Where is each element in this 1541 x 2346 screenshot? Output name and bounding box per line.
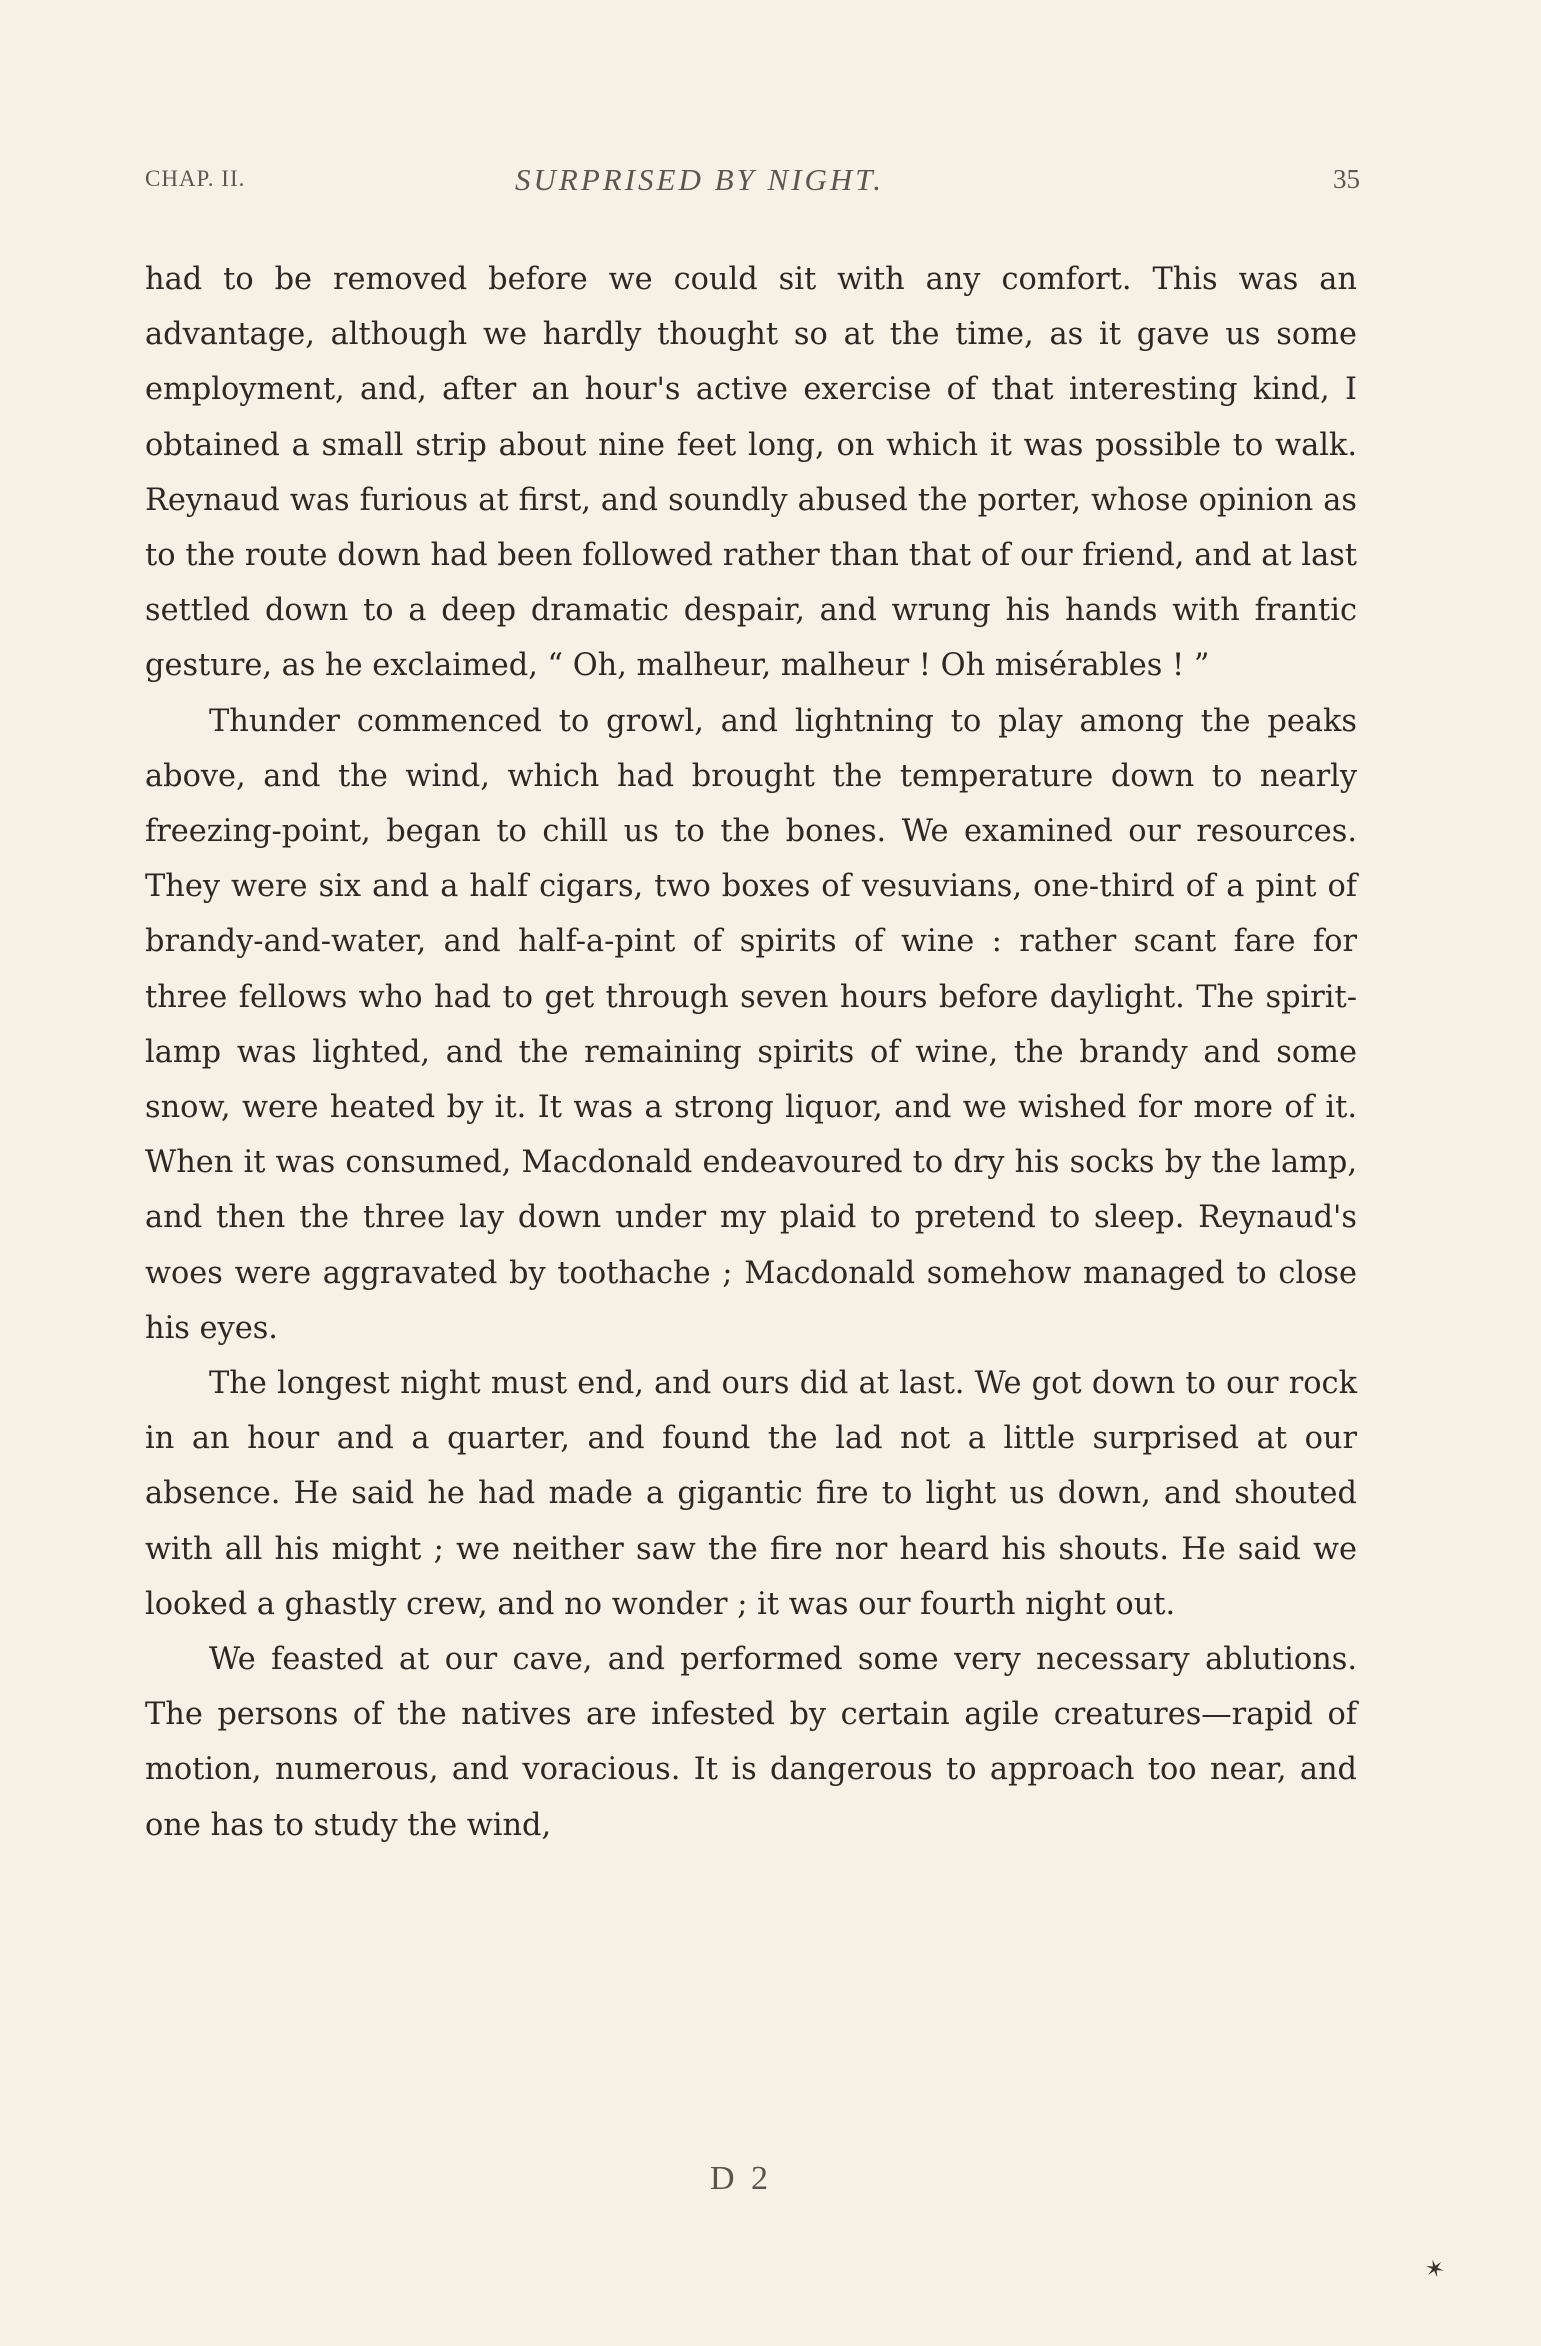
- paragraph-3: The longest night must end, and ours did at last. We got down to our rock in an hour and a quarter, and found the lad not a little surprised at our absence. He said he had made a gigantic fire to light us down, and shouted with all his might ; we neither saw the fire nor heard his shouts. He said we looked a ghastly crew, and no wonder ; it was our fourth night out.: [145, 1366, 1357, 1622]
- chapter-label: CHAP. II.: [145, 166, 246, 191]
- paragraph-4: We feasted at our cave, and performed some very necessary ablutions. The persons of the natives are infested by certain agile creatures—rapid of motion, numerous, and voracious. It is dangerous to approach too near, and one has to study the wind,: [145, 1642, 1357, 1843]
- paragraph-1: had to be removed before we could sit with any comfort. This was an advantage, although we hardly thought so at the time, as it gave us some employment, and, after an hour's active exercise of that interesting kind, I obtained a small strip about nine feet long, on which it was possible to walk. Reynaud was furious at first, and soundly abused the porter, whose opinion as to the route down had been followed rather than that of our friend, and at last settled down to a deep dramatic despair, and wrung his hands with frantic gesture, as he exclaimed, “ Oh, malheur, malheur ! Oh misérables ! ”: [145, 262, 1357, 684]
- paragraph-2: Thunder commenced to growl, and lightning to play among the peaks above, and the wind, which had brought the temperature down to nearly freezing-point, began to chill us to the bones. We examined our resources. They were six and a half cigars, two boxes of vesuvians, one-third of a pint of brandy-and-water, and half-a-pint of spirits of wine : rather scant fare for three fellows who had to get through seven hours before daylight. The spirit-lamp was lighted, and the remaining spirits of wine, the brandy and some snow, were heated by it. It was a strong liquor, and we wished for more of it. When it was consumed, Macdonald endeavoured to dry his socks by the lamp, and then the three lay down under my plaid to pretend to sleep. Reynaud's woes were aggravated by toothache ; Macdonald somehow managed to close his eyes.: [145, 703, 1357, 1346]
- running-head: [145, 162, 1360, 206]
- running-title: SURPRISED BY NIGHT.: [515, 162, 884, 197]
- body-text: [145, 252, 1357, 1853]
- page-number: 35: [1333, 164, 1360, 194]
- signature-mark: D 2: [710, 2160, 773, 2197]
- corner-mark-icon: ✶: [1421, 2252, 1449, 2286]
